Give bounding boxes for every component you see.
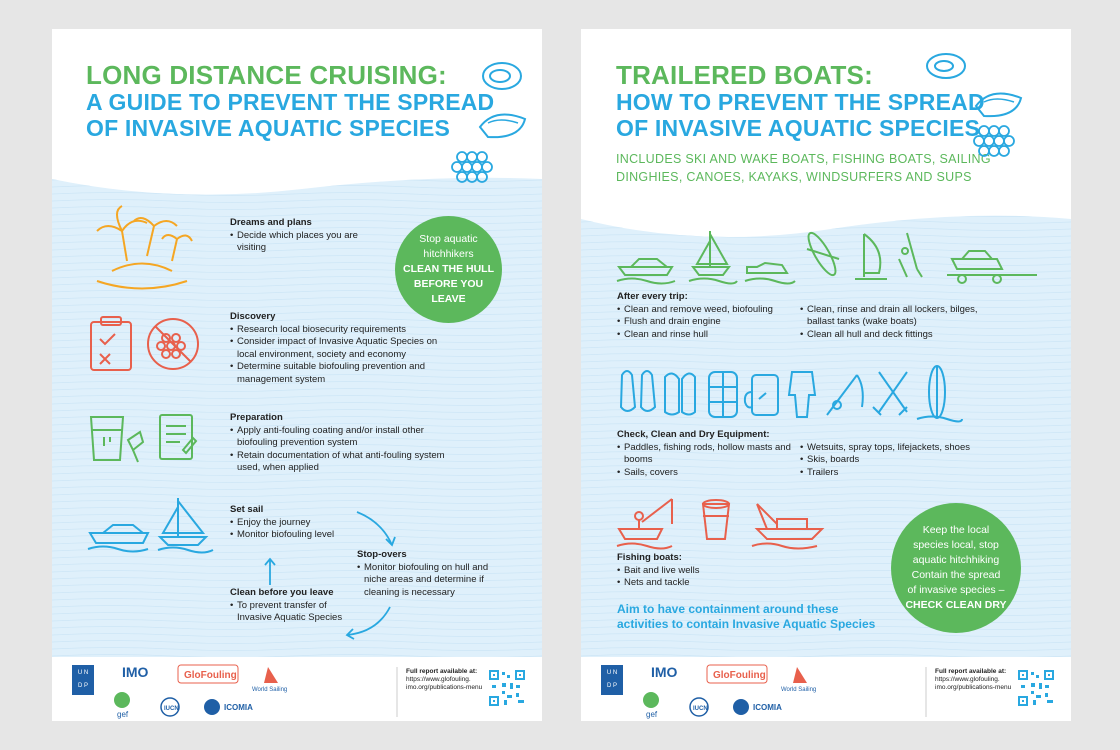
equipment-icons (617, 367, 997, 427)
equipment-heading: Check, Clean and Dry Equipment: (617, 429, 770, 440)
title-line3: OF INVASIVE AQUATIC SPECIES (616, 115, 981, 141)
footer (581, 657, 1071, 721)
section-fishing (617, 552, 777, 590)
callout-circle (395, 216, 502, 323)
callout-text: CHECK CLEAN DRY (905, 599, 1007, 611)
report-link[interactable] (406, 668, 482, 692)
aim-text (617, 602, 875, 632)
after-item: • Clean and remove weed, biofouling (617, 304, 807, 317)
svg-text:gef: gef (646, 710, 658, 719)
fishing-item: • Nets and tackle (617, 577, 777, 590)
poster-long-distance-cruising (52, 29, 542, 721)
checklist-icon (88, 314, 198, 374)
setsail-item: • Monitor biofouling level (230, 529, 360, 542)
report-url: https://www.glofouling. (406, 676, 471, 683)
svg-text:U N: U N (77, 670, 89, 676)
after-item: • Flush and drain engine (617, 316, 807, 329)
poster-trailered-boats (581, 29, 1071, 721)
shellfish-icon (480, 57, 530, 197)
callout-text: hitchhikers (423, 248, 474, 260)
cleanbefore-heading: Clean before you leave (230, 587, 334, 598)
discovery-item: • Determine suitable biofouling prevention and management system (230, 361, 440, 386)
title-line2: A GUIDE TO PREVENT THE SPREAD (86, 89, 495, 115)
dreams-item: • Decide which places you are visiting (230, 230, 380, 255)
dreams-heading: Dreams and plans (230, 217, 312, 228)
callout-text: CLEAN THE HULL (403, 263, 494, 275)
after-heading: After every trip: (617, 291, 688, 302)
callout-text: Keep the local (922, 524, 990, 536)
section-after-trip (617, 291, 807, 341)
shellfish-icon (976, 51, 1026, 191)
svg-text:gef: gef (117, 710, 129, 719)
svg-text:D P: D P (77, 683, 89, 689)
equipment-item: • Paddles, fishing rods, hollow masts and booms (617, 442, 797, 467)
cleanbefore-item: • To prevent transfer of Invasive Aquatic Species (230, 600, 360, 625)
callout-text: LEAVE (431, 293, 466, 305)
section-equipment-col2 (800, 442, 1000, 480)
footer (52, 657, 542, 721)
report-url: imo.org/publications-menu (935, 684, 1012, 691)
partner-logos (601, 665, 936, 720)
callout-circle (891, 503, 1021, 633)
preparation-item: • Retain documentation of what anti-fouling system used, when applied (230, 450, 445, 475)
section-dreams (230, 217, 380, 255)
title-line2: HOW TO PREVENT THE SPREAD (616, 89, 985, 115)
after-item: • Clean all hull and deck fittings (800, 329, 990, 342)
partner-logos (72, 665, 407, 720)
stopovers-item: • Monitor biofouling on hull and niche areas and determine if cleaning is necessary (357, 562, 507, 600)
report-url: https://www.glofouling. (935, 676, 1000, 683)
aim-line: Aim to have containment around these (617, 602, 839, 616)
equipment-item: • Sails, covers (617, 467, 797, 480)
setsail-heading: Set sail (230, 504, 264, 515)
fishing-item: • Bait and live wells (617, 565, 777, 578)
section-discovery (230, 311, 440, 386)
discovery-heading: Discovery (230, 311, 276, 322)
after-item: • Clean, rinse and drain all lockers, bilges, ballast tanks (wake boats) (800, 304, 990, 329)
callout-text: of invasive species – (907, 584, 1005, 596)
section-equipment (617, 429, 797, 479)
boats-icon (88, 495, 213, 550)
svg-text:GloFouling: GloFouling (713, 670, 766, 681)
report-label: Full report available at: (935, 668, 1007, 675)
aim-line: activities to contain Invasive Aquatic Species (617, 617, 876, 631)
callout-text: Contain the spread (911, 569, 1001, 581)
title-line1: TRAILERED BOATS: (616, 60, 873, 90)
section-preparation (230, 412, 445, 475)
preparation-heading: Preparation (230, 412, 283, 423)
callout-text: BEFORE YOU (413, 278, 484, 290)
title-line3: OF INVASIVE AQUATIC SPECIES (86, 115, 451, 141)
report-label: Full report available at: (406, 668, 478, 675)
cycle-arrows-icon (262, 507, 402, 642)
callout-text: Stop aquatic (419, 233, 478, 245)
svg-text:D P: D P (606, 683, 618, 689)
qr-code[interactable] (488, 669, 526, 707)
svg-text:ICOMIA: ICOMIA (753, 703, 782, 712)
svg-text:GloFouling: GloFouling (184, 670, 237, 681)
after-item: • Clean and rinse hull (617, 329, 807, 342)
svg-text:U N: U N (606, 670, 618, 676)
subtitle-line2: DINGHIES, CANOES, KAYAKS, WINDSURFERS AND SUPS (616, 170, 972, 184)
trailered-boats-icons (617, 229, 1037, 284)
svg-text:IUCN: IUCN (693, 706, 708, 712)
stopovers-heading: Stop-overs (357, 549, 407, 560)
callout-text: aquatic hitchhiking (912, 554, 1000, 566)
svg-text:World Sailing: World Sailing (781, 687, 817, 693)
svg-text:ICOMIA: ICOMIA (224, 703, 253, 712)
subtitle-line1: INCLUDES SKI AND WAKE BOATS, FISHING BOATS, SAILING (616, 152, 991, 166)
svg-text:IUCN: IUCN (164, 706, 179, 712)
preparation-item: • Apply anti-fouling coating and/or install other biofouling prevention system (230, 425, 445, 450)
setsail-item: • Enjoy the journey (230, 517, 360, 530)
title-line1: LONG DISTANCE CRUISING: (86, 60, 447, 90)
report-url: imo.org/publications-menu (406, 684, 483, 691)
discovery-item: • Consider impact of Invasive Aquatic Species on local environment, society and economy (230, 336, 440, 361)
fishing-heading: Fishing boats: (617, 552, 682, 563)
svg-text:World Sailing: World Sailing (252, 687, 288, 693)
report-link[interactable] (935, 668, 1011, 692)
fishing-icons (617, 494, 837, 549)
equipment-item: • Skis, boards (800, 454, 1000, 467)
discovery-item: • Research local biosecurity requirements (230, 324, 440, 337)
paint-and-document-icon (88, 412, 198, 467)
equipment-item: • Wetsuits, spray tops, lifejackets, shoes (800, 442, 1000, 455)
island-icon (92, 201, 192, 291)
svg-text:IMO: IMO (122, 664, 149, 680)
equipment-item: • Trailers (800, 467, 1000, 480)
svg-text:IMO: IMO (651, 664, 678, 680)
callout-text: species local, stop (913, 539, 999, 551)
section-after-trip-col2 (800, 304, 990, 342)
qr-code[interactable] (1017, 669, 1055, 707)
